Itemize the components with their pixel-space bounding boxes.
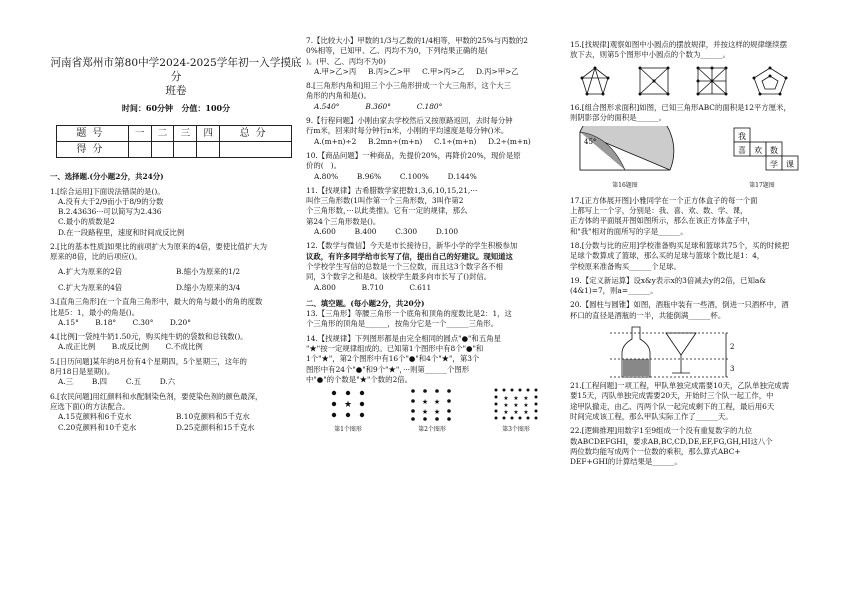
score-cell: 得分 [57, 142, 129, 158]
question-12-options: A.800 B.710 C.611 [314, 282, 432, 292]
pattern-figure-1 [582, 68, 608, 94]
score-input-cell[interactable] [197, 142, 220, 158]
question-21-stem: 要15天，丙队单独完成需要20天，开始时三个队一起工作，中 [570, 391, 774, 401]
question-19-stem: 19.【定义新运算】设x&y表示x的3倍减去y的2倍，已知a& [570, 275, 766, 285]
question-9-stem: 9.【行程问题】小刚由家去学校然后又按原路返回，去时每分钟 [306, 116, 513, 126]
score-table [56, 125, 292, 158]
exam-meta: 时间：60分钟 分值：100分 [121, 103, 231, 113]
cube-net-diagram [714, 126, 810, 178]
question-22-stem: 数ABCDEFGHI，要求AB,BC,CD,DE,EF,FG,GH,HI这八个 [570, 436, 773, 446]
svg-text:★: ★ [513, 395, 519, 403]
svg-text:★: ★ [523, 395, 529, 403]
question-1-stem: 1.[综合运用]下面说法错误的是()。 [50, 186, 165, 196]
question-14-stem: 中"●"的个数是"★"个数的2倍。 [306, 374, 413, 384]
svg-text:★: ★ [523, 409, 529, 417]
question-14-stem: "★"按一定规律组成的。已知第1个图形中有8个"●"和 [306, 344, 484, 354]
question-8-stem: 角形的内角和是()。 [306, 91, 371, 101]
shaded-triangle-diagram [570, 126, 680, 178]
question-2-option-b: B.缩小为原来的1/2 [176, 266, 241, 276]
pattern-figure-2 [408, 387, 456, 435]
svg-text:★: ★ [503, 402, 509, 410]
question-16-17-figures [570, 126, 828, 192]
svg-text:★: ★ [513, 402, 519, 410]
question-2-stem: 原来的8倍，比的后项应()。 [50, 252, 142, 262]
question-10-stem: 10.【商品问题】一种商品，先提价20%，再降价20%，现价是原 [306, 150, 521, 160]
question-6-option-d: D.25克颜料和15千克水 [176, 422, 255, 432]
question-14-stem: 14.【找规律】下列图形都是由完全相同的圆点"●"和五角星 [306, 333, 501, 343]
right-column [570, 40, 828, 467]
middle-column [306, 36, 558, 437]
question-21-stem: 途甲队撤走，由乙、丙两个队一起完成剩下的工程，最后用6天 [570, 401, 775, 411]
question-14-figures [306, 387, 558, 435]
question-17-stem: 17.[正方体展开图]小雅同学在一个正方体盒子的每一个面 [570, 195, 758, 205]
score-table-header-row [57, 126, 292, 142]
question-10-stem: 价的( )。 [306, 161, 341, 171]
section-heading: 一、选择题.(分小题2分，共24分) [50, 172, 164, 182]
question-13-stem: 个三角形的顶角是______，按角分它是一个______三角形。 [306, 319, 499, 329]
question-3-options: A.15° B.18° C.30° D.20° [58, 317, 191, 327]
question-12-stem: 同，3个数字之和是8。该校学生最多向市长写了()封信。 [306, 272, 492, 282]
question-7-stem: 0%相等，已知甲、乙、丙均不为0，下列结果正确的是( [306, 46, 488, 56]
question-3-stem: 比是5：1，最小的角是()。 [50, 307, 140, 317]
figure-label: 第16题图 [612, 182, 638, 190]
dimension-label: 3 [730, 365, 735, 374]
question-8-stem: 8.[三角形内角和]用三个小三角形拼成一个大三角形，这个大三 [306, 81, 511, 91]
score-input-cell[interactable] [220, 142, 292, 158]
question-18-stem: 18.[分数与比的应用]学校准备购买足球和篮球共75个，买的时候把 [570, 240, 790, 250]
question-17-stem: 正方体的平面展开图如图所示，那么在该正方体盒子中， [570, 216, 755, 226]
question-16-stem: 16.[组合图形求面积]如图，已知三角形ABC的面积是12平方厘米， [570, 102, 791, 112]
dot-star-pattern-icon [492, 387, 540, 421]
question-6-options [50, 412, 302, 422]
page-title-line2: 班卷 [165, 85, 187, 97]
question-15-stem: 15.[找规律]观察如图中小圆点的摆放规律，并按这样的规律继续摆 [570, 40, 788, 49]
question-1-option-b: B.2.43636···可以简写为2.436 [58, 207, 162, 217]
cube-net-figure [714, 126, 810, 192]
score-input-cell[interactable] [174, 142, 197, 158]
question-15-stem: 放下去，则第5个图形中小圆点的个数为______。 [570, 50, 730, 60]
question-22-stem: 22.[逻辑推理]用数字1至9组成一个没有重复数字的九位 [570, 426, 753, 436]
pattern-figure-1 [324, 387, 372, 435]
question-16-stem: 则阴影部分的面积是______。 [570, 112, 667, 122]
question-9-stem: 行m米，回来时每分钟行n米，小刚的平均速度是每分钟()米。 [306, 126, 509, 136]
score-table-score-row [57, 142, 292, 158]
svg-text:★: ★ [433, 398, 441, 407]
score-cell: 四 [197, 126, 220, 142]
question-1-option-d: D.在一段路程里，速度和时间成反比例 [58, 227, 185, 237]
question-19-stem: (4&1)=7，则a=______。 [570, 286, 658, 296]
figure-label: 第2个图形 [418, 425, 446, 433]
question-11-options: A.600 B.400 C.300 D.100 [314, 227, 459, 237]
dimension-label: 2 [730, 343, 735, 352]
figure-label: 第1个图形 [334, 425, 362, 433]
svg-text:★: ★ [523, 402, 529, 410]
question-20-stem: 杯口的直径是酒瓶的一半，共能倒满______杯。 [570, 310, 726, 320]
question-1-option-a: A.没有大于2/9而小于8/9的分数 [58, 196, 164, 206]
question-6-option-c: C.20克颜料和10千克水 [58, 422, 137, 432]
cube-face-label: 课 [786, 160, 794, 170]
question-17-stem: 和"我"相对的面所写的字是______。 [570, 226, 688, 236]
pattern-figure-3 [492, 387, 540, 435]
cube-face-label: 学 [770, 160, 778, 170]
pattern-figure-4 [754, 68, 786, 94]
svg-text:★: ★ [421, 398, 429, 407]
question-4-options: A.成正比例 B.成反比例 C.不成比例 [58, 342, 203, 352]
score-input-cell[interactable] [128, 142, 151, 158]
bottle-and-glass-figure [570, 323, 820, 379]
question-12-stem: 12.【数学与微信】今天是市长接待日，新华小学的学生积极参加 [306, 241, 518, 251]
cube-face-label: 欢 [754, 146, 762, 156]
question-1-option-c: C.最小的质数是2 [58, 217, 115, 227]
angle-label: 45° [584, 138, 597, 147]
cube-face-label: 喜 [738, 146, 746, 156]
question-15-figures [570, 64, 820, 100]
dot-star-pattern-icon [324, 387, 372, 421]
question-17-stem: 上都写上一个字，分别是：我、喜、欢、数、学、课， [570, 206, 748, 216]
question-2-option-c: C.扩大为原来的4倍 [58, 282, 123, 292]
score-cell: 题号 [57, 126, 129, 142]
question-8-options: A.540° B.360° C.180° [314, 101, 443, 111]
question-12-stem: 议政，有许多同学给市长写了信，提出自己的好建议。现知道这 [306, 251, 513, 261]
question-14-stem: 图形中有24个"●"和9个"★"，···则第______个图形 [306, 364, 470, 374]
question-7-options: A.甲>乙>丙 B.丙>乙>甲 C.甲>丙>乙 D.丙>甲>乙 [314, 66, 519, 76]
question-2-options [50, 267, 302, 277]
question-22-stem: DEF+GHI的计算结果是______。 [570, 457, 682, 467]
question-6-options [50, 423, 302, 433]
svg-text:★: ★ [343, 400, 353, 411]
question-2-option-a: A.扩大为原来的2倍 [58, 266, 123, 276]
dot-star-pattern-icon [408, 387, 456, 421]
page-title-line1: 河南省郑州市第80中学2024-2025学年初一入学摸底分 [50, 57, 302, 83]
svg-text:★: ★ [433, 408, 441, 417]
question-7-stem: )。(甲、乙、丙均不为0) [306, 56, 386, 66]
score-cell: 总分 [220, 126, 292, 142]
question-5-options: A.三 B.四 C.五 D.六 [58, 377, 176, 387]
question-18-stem: 足球个数算成了篮球，那么买的足球与篮球个数比是1：4， [570, 251, 765, 261]
question-9-options: A.(m+n)÷2 B.2mn÷(m+n) C.1÷(m+n) D.2÷(m+n) [314, 136, 531, 146]
question-5-stem: 5.[日历问题]某年的8月份有4个星期四，5个星期三，这年的 [50, 356, 247, 366]
question-11-stem: 第24个三角形数是()。 [306, 216, 381, 226]
question-6-option-b: B.10克颜料和5千克水 [176, 412, 250, 422]
question-10-options: A.80% B.96% C.100% D.144% [314, 171, 477, 181]
question-20-stem: 20.【圆柱与圆锥】如图，酒瓶中装有一些酒，倒进一只酒杯中，酒 [570, 300, 789, 310]
svg-text:★: ★ [513, 409, 519, 417]
question-21-stem: 21.[工程问题]一项工程，甲队单独完成需要10天，乙队单独完成需 [570, 381, 790, 391]
score-input-cell[interactable] [151, 142, 174, 158]
cube-face-label: 我 [738, 132, 746, 142]
question-11-stem: 叫作三角形数(1叫作第一个三角形数，3叫作第2 [306, 196, 464, 206]
question-18-stem: 学校原来准备购买______个足球。 [570, 261, 681, 271]
question-11-stem: 个三角形数，···以此类推)。它有一定的规律，那么 [306, 206, 468, 216]
question-2-option-d: D.缩小为原来的3/4 [176, 282, 241, 292]
figure-label: 第3个图形 [502, 425, 530, 433]
question-13-stem: 13.【三角形】等腰三角形一个底角和顶角的度数比是2：1，这 [306, 309, 512, 319]
question-6-stem: 应选下面()的方法配合。 [50, 401, 130, 411]
score-cell: 一 [128, 126, 151, 142]
question-14-stem: 1个"★"，第2个图形中有16个"●"和4个"★"，第3个 [306, 354, 480, 364]
question-21-stem: 时间完成该工程，那么甲队实际工作了______天。 [570, 411, 733, 421]
question-3-stem: 3.[直角三角形]在一个直角三角形中，最大的角与最小的角的度数 [50, 297, 263, 307]
triangle-figure [570, 126, 680, 192]
figure-label: 第17题图 [749, 182, 775, 190]
question-22-stem: 两位数均能写成两个一位数的乘积，那么算式ABC+ [570, 446, 741, 456]
question-5-stem: 8月18日是星期()。 [50, 367, 115, 377]
question-6-stem: 6.[农民问题]用红颜料和水配制染色剂，要使染色剂的颜色最深， [50, 391, 263, 401]
question-6-option-a: A.15克颜料和6千克水 [58, 412, 132, 422]
left-column [50, 56, 302, 433]
cube-face-label: 数 [770, 146, 778, 156]
svg-text:★: ★ [503, 409, 509, 417]
score-cell: 三 [174, 126, 197, 142]
question-2-options [50, 283, 302, 293]
question-2-stem: 2.[比的基本性质]如果比的前项扩大为原来的4倍，要使比值扩大为 [50, 242, 268, 252]
question-12-stem: 个学校学生写信的总数是一个三位数，而且这3个数字各不相 [306, 261, 503, 271]
question-11-stem: 11.【找规律】古希腊数学家把数1,3,6,10,15,21,··· [306, 185, 478, 195]
svg-text:★: ★ [421, 408, 429, 417]
question-7-stem: 7.【比较大小】甲数的1/3与乙数的1/4相等，甲数的25%与丙数的2 [306, 36, 528, 45]
wine-glass-icon [666, 333, 696, 355]
score-cell: 二 [151, 126, 174, 142]
question-4-stem: 4.[比例]一袋纯牛奶1.50元，购买纯牛奶的袋数和总钱数()。 [50, 332, 248, 342]
svg-text:★: ★ [503, 395, 509, 403]
section-heading: 二、填空题。(每小题2分，共20分) [306, 298, 425, 308]
